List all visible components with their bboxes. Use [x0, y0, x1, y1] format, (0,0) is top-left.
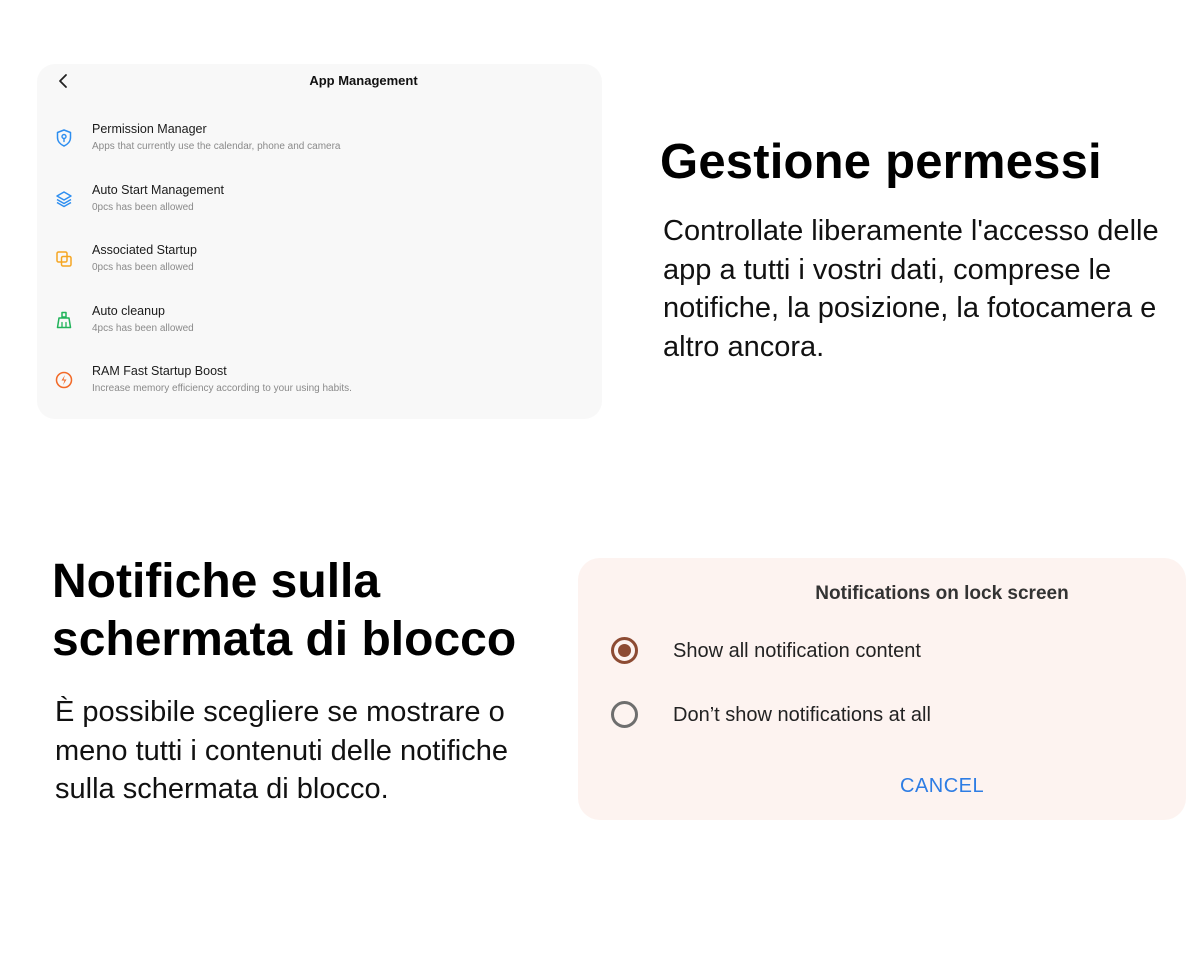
bolt-icon: [54, 370, 74, 390]
option-label: Don’t show notifications at all: [673, 704, 931, 726]
broom-icon: [54, 310, 74, 330]
menu-item-description: Increase memory efficiency according to your using habits.: [92, 383, 352, 394]
radio-button[interactable]: [611, 701, 638, 728]
permissions-heading: Gestione permessi: [660, 135, 1102, 189]
option-label: Show all notification content: [673, 640, 921, 662]
radio-button-selected[interactable]: [611, 637, 638, 664]
menu-item-description: 4pcs has been allowed: [92, 323, 194, 334]
menu-item-label: Associated Startup: [92, 243, 197, 257]
lock-screen-heading: Notifiche sulla schermata di blocco: [52, 555, 517, 666]
option-dont-show-notifications[interactable]: [608, 695, 1168, 735]
menu-item-label: RAM Fast Startup Boost: [92, 364, 227, 378]
menu-item-permission-manager[interactable]: [37, 116, 602, 168]
menu-item-label: Auto Start Management: [92, 183, 225, 197]
layers-icon: [54, 189, 74, 209]
lock-screen-description: È possibile scegliere se mostrare o meno tutti i contenuti delle notifiche sulla schermata di blocco.: [55, 696, 508, 805]
menu-item-associated-startup[interactable]: [37, 237, 602, 289]
permissions-description: Controllate liberamente l'accesso delle app a tutti i vostri dati, comprese le notifiche, la posizione, la fotocamera e altro ancora.: [663, 215, 1159, 363]
menu-item-label: Permission Manager: [92, 122, 207, 136]
menu-item-description: 0pcs has been allowed: [92, 202, 194, 213]
lock-screen-notifications-dialog: [578, 558, 1186, 820]
menu-item-description: Apps that currently use the calendar, phone and camera: [92, 141, 341, 152]
page-title: App Management: [309, 73, 418, 88]
dialog-title: Notifications on lock screen: [815, 583, 1069, 604]
menu-item-auto-start-management[interactable]: [37, 177, 602, 229]
menu-item-auto-cleanup[interactable]: [37, 298, 602, 350]
menu-item-description: 0pcs has been allowed: [92, 262, 194, 273]
shield-icon: [54, 128, 74, 148]
cancel-button[interactable]: CANCEL: [900, 775, 985, 797]
app-management-card: [37, 64, 602, 419]
menu-item-ram-fast-startup-boost[interactable]: [37, 358, 602, 410]
option-show-all-content[interactable]: [608, 631, 1168, 671]
menu-item-label: Auto cleanup: [92, 304, 165, 318]
copy-icon: [54, 249, 74, 269]
